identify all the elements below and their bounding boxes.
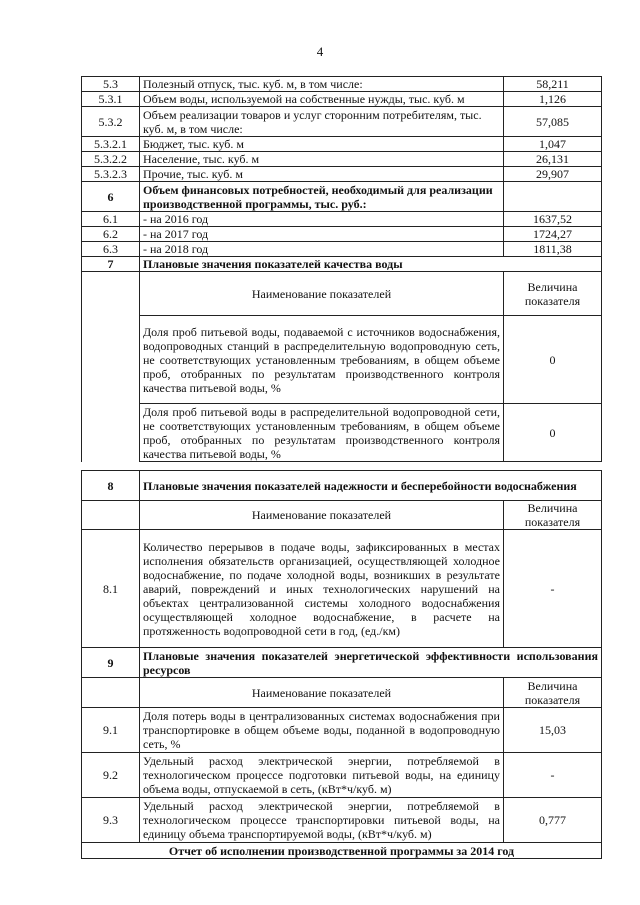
column-header-name: Наименование показателей [140, 501, 504, 530]
row-number: 9.2 [82, 753, 140, 798]
table-header-row [82, 501, 602, 530]
row-number: 5.3.1 [82, 92, 140, 107]
table-row [82, 404, 602, 462]
table-row [82, 648, 602, 678]
row-number: 5.3.2 [82, 107, 140, 137]
table-row [82, 843, 602, 859]
row-text: Полезный отпуск, тыс. куб. м, в том числе: [140, 77, 504, 92]
table-header-row [82, 678, 602, 708]
row-text: Удельный расход электрической энергии, потребляемой в технологическом процессе транспортировки питьевой воды, на единицу объема транспортируемой воды, (кВт*ч/куб. м) [140, 798, 504, 843]
row-number [82, 272, 140, 462]
table-row [82, 798, 602, 843]
table-row [82, 530, 602, 648]
row-text: Доля проб питьевой воды, подаваемой с источников водоснабжения, водопроводных станций в распределительную водопроводную сеть, не соответствующих установленным требованиям, в общем объеме проб, отобранных по результатам производственного контроля качества питьевой воды, % [140, 316, 504, 404]
row-text: - на 2016 год [140, 212, 504, 227]
row-value: - [503, 530, 601, 648]
row-text: Объем воды, используемой на собственные нужды, тыс. куб. м [140, 92, 504, 107]
row-number: 6.3 [82, 242, 140, 257]
row-value: 15,03 [503, 708, 601, 753]
row-value: 1811,38 [504, 242, 602, 257]
column-header-value: Величина показателя [503, 678, 601, 708]
row-text: Количество перерывов в подаче воды, зафиксированных в местах исполнения обязательств организацией, осуществляющей холодное водоснабжение, по подаче холодной воды, возникших в результате аварий, повреждений и иных технологических нарушений на объектах централизованной системы холодного водоснабжения осуществляющей холодное водоснабжение, в расчете на протяженность водопроводной сети в год, (ед./км) [140, 530, 504, 648]
row-text: Население, тыс. куб. м [140, 152, 504, 167]
row-text: Удельный расход электрической энергии, потребляемой в технологическом процессе подготовки питьевой воды, на единицу объема воды, отпускаемой в сеть, (кВт*ч/куб. м) [140, 753, 504, 798]
section-heading: Отчет об исполнении производственной программы за 2014 год [82, 843, 602, 859]
row-value: - [503, 753, 601, 798]
row-value: 29,907 [504, 167, 602, 182]
table-row [82, 137, 602, 152]
table-header-row [82, 272, 602, 316]
column-header-value: Величина показателя [504, 272, 602, 316]
row-number: 8.1 [82, 530, 140, 648]
row-text: Бюджет, тыс. куб. м [140, 137, 504, 152]
row-text: Прочие, тыс. куб. м [140, 167, 504, 182]
column-header-value: Величина показателя [503, 501, 601, 530]
table-row [82, 316, 602, 404]
row-value: 58,211 [504, 77, 602, 92]
row-number: 9.1 [82, 708, 140, 753]
row-number: 5.3.2.2 [82, 152, 140, 167]
row-number: 6.2 [82, 227, 140, 242]
production-program-table [81, 76, 602, 462]
section-heading: Плановые значения показателей энергетической эффективности использования ресурсов [140, 648, 602, 678]
row-number: 6 [82, 182, 140, 212]
row-value: 1,047 [504, 137, 602, 152]
table-row [82, 92, 602, 107]
table-row [82, 167, 602, 182]
column-header-name: Наименование показателей [140, 678, 504, 708]
table-row [82, 152, 602, 167]
section-heading: Плановые значения показателей качества воды [140, 257, 602, 272]
section-heading: Плановые значения показателей надежности и бесперебойности водоснабжения [140, 471, 602, 501]
row-value: 1,126 [504, 92, 602, 107]
row-number: 5.3 [82, 77, 140, 92]
row-value: 0,777 [503, 798, 601, 843]
row-number: 5.3.2.1 [82, 137, 140, 152]
row-text: - на 2017 год [140, 227, 504, 242]
column-header-name: Наименование показателей [140, 272, 504, 316]
row-text: Доля потерь воды в централизованных системах водоснабжения при транспортировке в общем объеме воды, поданной в водопроводную сеть, % [140, 708, 504, 753]
table-row [82, 471, 602, 501]
row-number [82, 678, 140, 708]
row-value [504, 182, 602, 212]
section-heading: Объем финансовых потребностей, необходимый для реализации производственной программы, тыс. руб.: [140, 182, 504, 212]
row-number: 8 [82, 471, 140, 501]
table-row [82, 708, 602, 753]
row-value: 1724,27 [504, 227, 602, 242]
row-number: 7 [82, 257, 140, 272]
production-program-table-continued [81, 470, 602, 859]
row-value: 57,085 [504, 107, 602, 137]
table-row [82, 212, 602, 227]
table-row [82, 77, 602, 92]
table-row [82, 257, 602, 272]
row-number: 9.3 [82, 798, 140, 843]
row-value: 1637,52 [504, 212, 602, 227]
row-value: 0 [504, 404, 602, 462]
row-number: 6.1 [82, 212, 140, 227]
table-row [82, 242, 602, 257]
row-number [82, 501, 140, 530]
row-number: 9 [82, 648, 140, 678]
row-text: Объем реализации товаров и услуг сторонним потребителям, тыс. куб. м, в том числе: [140, 107, 504, 137]
row-text: - на 2018 год [140, 242, 504, 257]
row-value: 0 [504, 316, 602, 404]
table-row [82, 753, 602, 798]
table-row [82, 182, 602, 212]
page-number: 4 [316, 44, 324, 59]
table-row [82, 227, 602, 242]
row-value: 26,131 [504, 152, 602, 167]
row-number: 5.3.2.3 [82, 167, 140, 182]
row-text: Доля проб питьевой воды в распределительной водопроводной сети, не соответствующих установленным требованиям, в общем объеме проб, отобранных по результатам производственного контроля качества питьевой воды, % [140, 404, 504, 462]
table-row [82, 107, 602, 137]
